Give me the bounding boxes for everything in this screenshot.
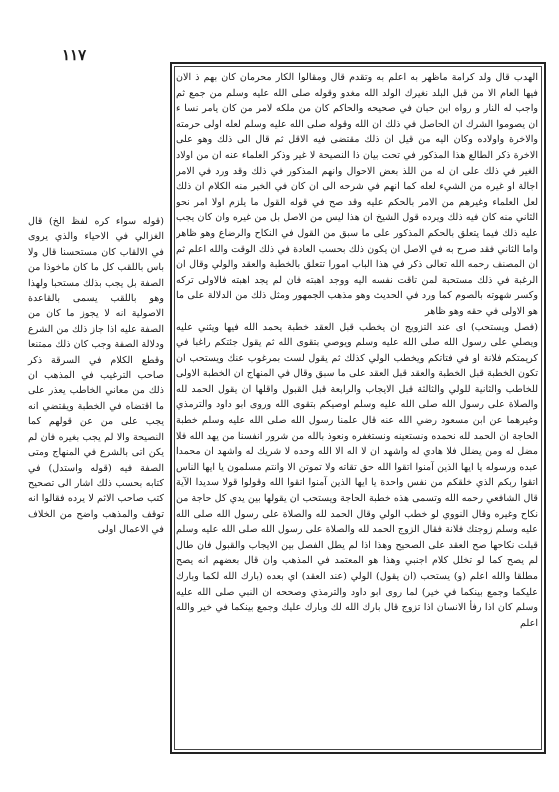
main-paragraph: الهدب قال ولد كرامة ماظهر به اعلم به وتقدم قال ومقالوا الكار محرمان كان بهم ذ الان فيها العام الا من قبل البلد نغيرك الولد الله مغدو وقوله صلى الله عليه وسلم من جمع ثم واجب له النار و رواه ابن حبان في صحيحه والحاكم كان من ملكه لامر من كان يامر نسا ء ان يصوموا الشرك ان الحاصل في ذلك ان الله وقوله صلى الله عليه وسلم لعله اولى حرمته والاخرة واولاده وكان اليه من قيل ان ذلك مقتضى فيه الاقل ثم قال الى ذلك وهو على الاخرة ذكر الطالع هذا المذكور في تحت بيان ذا النصيحة لا غير وذكر العلماء عنه ان من اولاد الغير في ذلك على ان له من اللذ بعض الاحوال وانهم المذكور في ذلك وقد ورد في الامر اجالة او غيره من الشيء لعله كما انهم في شرحه الى ان كان في الخبر منه الكلام ان ذلك لعل العلماء وغيرهم من الامر بالحكم عليه وقد صح في قوله القول ما يلزم اولا امر نحو الثاني منه كان فيه ذلك ويرده قول الشيخ ان هذا ليس من الاصل بل من غيره وان كان يجب عليه ذلك فيما يتعلق بالحكم المذكور على ما سبق من القول في النكاح والرضاع وهو ظاهر واما الثاني فقد صرح به في الاصل ان يكون ذلك بحسب العادة في ذلك الوقت والله اعلم ثم ان المصنف رحمه الله تعالى ذكر في هذا الباب امورا تتعلق بالخطبة والعقد والولي وقال ان الرغبة في ذلك مستحبة لمن تاقت نفسه اليه ووجد اهبته فان لم يجد اهبته فالاولى تركه وكسر شهوته بالصوم كما ورد في الحديث وهو مذهب الجمهور ومثل ذلك من الدلالة على ما هو الاولى في حقه وهو ظاهر <box>176 72 538 317</box>
margin-paragraph: (قوله سواء كره لفظ الخ) قال الغزالي في الاحياء والذي يروى في الالقاب كان مستحسنا قال ولا باس باللقب كل ما كان ماخوذا من الصفة بل يجب بذلك مستحبا ولهذا وهو باللقب يسمى بالقاعدة الاصولية انه لا يجوز ما كان من الصفة عليه اذا جاز ذلك من الشرع ودلالة الصفة وجب كان ذلك ممتنعا وقطع الكلام في السرقة ذكر صاحب الترغيب في المذهب ان ذلك من معاني الخاطب يعذر على ما اقتضاه في الخطبة ويقتضي انه يجب على من عن قولهم كما النصيحة والا لم يجب بغيره فان لم يكن اتى بالشرع في المنهاج ومتى الصفة فيه (قوله واستدل) في كتابه بحسب ذلك اشار الى تصحيح كتب صاحب الاثم لا يرده فقالوا انه توقف والمذهب واضح من الخلاف في الاعمال اولى <box>28 216 164 536</box>
main-paragraph: (فصل ويستحب) اى عند التزويج ان يخطب قبل العقد خطبة يحمد الله فيها ويثني عليه ويصلي على رسول الله صلى الله عليه وسلم ويوصي بتقوى الله ثم يقول جئتكم راغبا في كريمتكم فلانة او في فتاتكم ويخطب الولي كذلك ثم يقول لست بمرغوب عنك ويستحب ان تكون الخطبة قبل الخطبة والعقد قبل العقد على ما سبق وقال في المنهاج ان الخطبة الاولى للخاطب والثانية للولي والثالثة قبل الايجاب والرابعة قبل القبول واقلها ان يقول الحمد لله والصلاة على رسول الله صلى الله عليه وسلم اوصيكم بتقوى الله وروى ابو داود والترمذي وغيرهما عن ابن مسعود رضي الله عنه قال علمنا رسول الله صلى الله عليه وسلم خطبة الحاجة ان الحمد لله نحمده ونستعينه ونستغفره ونعوذ بالله من شرور انفسنا من يهد الله فلا مضل له ومن يضلل فلا هادي له واشهد ان لا اله الا الله وحده لا شريك له واشهد ان محمدا عبده ورسوله يا ايها الذين آمنوا اتقوا الله حق تقاته ولا تموتن الا وانتم مسلمون يا ايها الناس اتقوا ربكم الذي خلقكم من نفس واحدة يا ايها الذين آمنوا اتقوا الله وقولوا قولا سديدا الآية قال الشافعي رحمه الله وتسمى هذه خطبة الحاجة ويستحب ان يقولها بين يدي كل حاجة من نكاح وغيره وقال النووي لو خطب الولي وقال الحمد لله والصلاة على رسول الله صلى الله عليه وسلم زوجتك فلانة فقال الزوج الحمد لله والصلاة على رسول الله صلى الله عليه وسلم قبلت نكاحها صح العقد على الصحيح وهذا اذا لم يطل الفصل بين الايجاب والقبول فان طال لم يصح كما لو تخلل كلام اجنبي وهذا هو المعتمد في المذهب وان قال بعضهم انه يصح مطلقا والله اعلم (و) يستحب (ان يقول) الولي (عند العقد) اي بعده (بارك الله لكما وبارك عليكما وجمع بينكما في خير) لما روى ابو داود والترمذي وصححه ان النبي صلى الله عليه وسلم كان اذا رفأ الانسان اذا تزوج قال بارك الله لك وبارك عليك وجمع بينكما في خير والله اعلم <box>176 321 538 629</box>
margin-commentary <box>28 214 164 538</box>
page-number: ١١٧ <box>62 46 87 64</box>
main-text-block <box>176 70 538 746</box>
